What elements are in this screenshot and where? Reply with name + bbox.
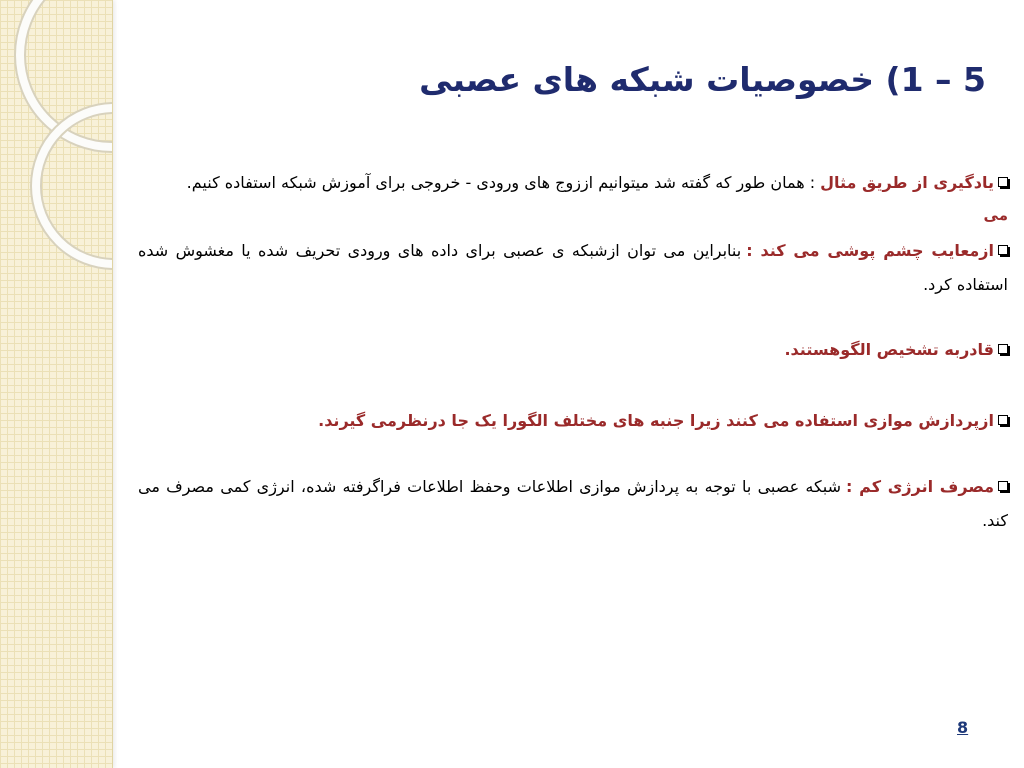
slide-title: 5 – 1) خصوصیات شبکه های عصبی xyxy=(419,60,986,99)
bullet-item xyxy=(138,333,1008,367)
shadowed-square-icon xyxy=(998,245,1008,255)
decorative-rings xyxy=(0,0,112,300)
bullet-text: شبکه عصبی با توجه به پردازش موازی اطلاعات وحفظ اطلاعات فراگرفته شده، انرژی کمی مصرف می کند. xyxy=(138,477,1008,530)
bullet-text: بنابراین می توان ازشبکه ی عصبی برای داده های ورودی تحریف شده یا مغشوش شده استفاده کرد. xyxy=(138,241,1008,294)
bullet-text: : همان طور که گفته شد میتوانیم اززوج های ورودی - خروجی برای آموزش شبکه استفاده کنیم. xyxy=(186,173,816,192)
bullet-label: ازمعایب چشم پوشی می کند : xyxy=(746,241,994,260)
decorative-ring-middle-highlight xyxy=(36,108,112,264)
bullet-item xyxy=(138,470,1008,538)
bullet-item xyxy=(138,166,1008,200)
page-number: 8 xyxy=(957,718,969,737)
bullet-item xyxy=(138,234,1008,302)
slide-body xyxy=(138,166,1008,538)
shadowed-square-icon xyxy=(998,177,1008,187)
bullet-label: قادربه تشخیص الگوهستند. xyxy=(784,340,994,359)
bullet-item xyxy=(138,404,1008,438)
bullet-label: ازپردازش موازی استفاده می کنند زیرا جنبه های مختلف الگورا یک جا درنظرمی گیرند. xyxy=(318,411,994,430)
bullet-label: مصرف انرژی کم : xyxy=(846,477,994,496)
shadowed-square-icon xyxy=(998,344,1008,354)
stray-text: می xyxy=(983,206,1008,224)
decorative-side-strip xyxy=(0,0,113,768)
shadowed-square-icon xyxy=(998,481,1008,491)
shadowed-square-icon xyxy=(998,415,1008,425)
bullet-label: یادگیری از طریق مثال xyxy=(820,173,994,192)
decorative-ring-middle xyxy=(36,108,112,264)
